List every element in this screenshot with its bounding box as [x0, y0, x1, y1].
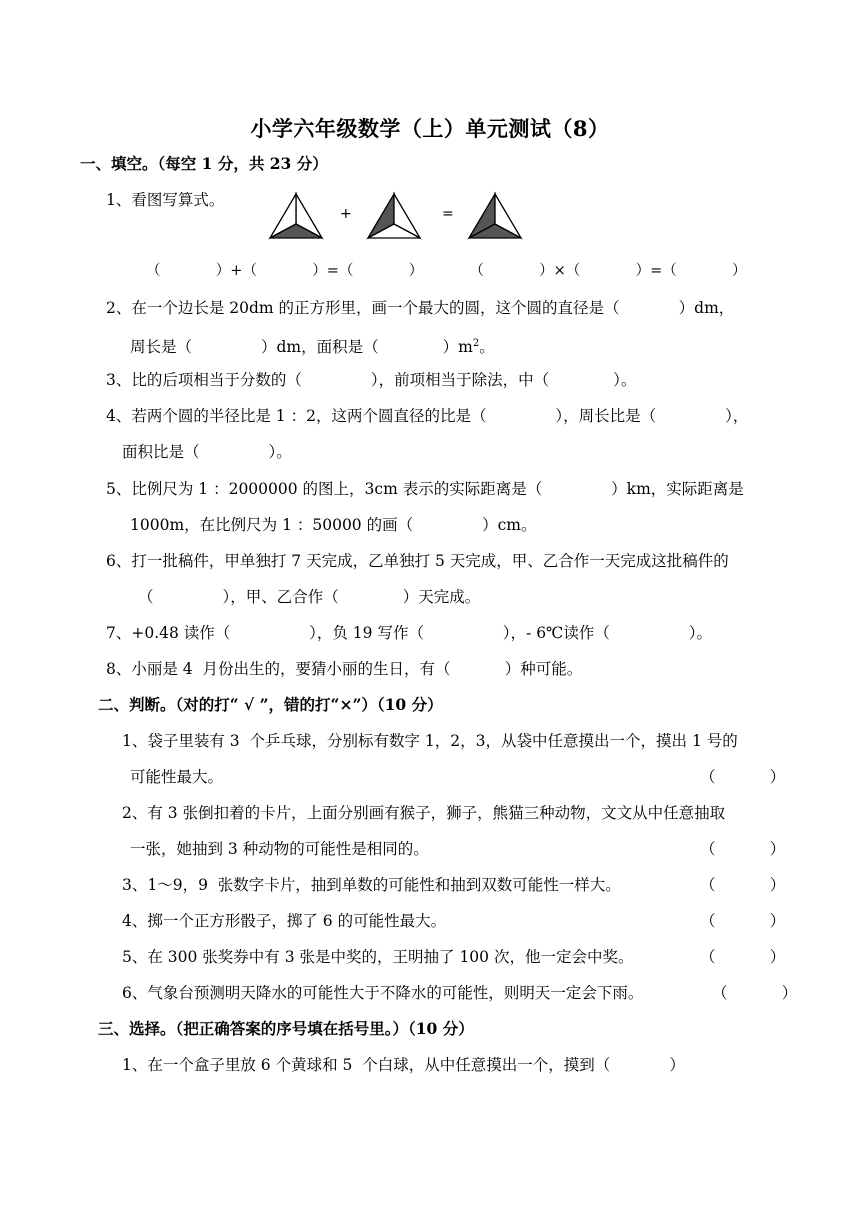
question-1-7: 7、+0.48 读作（ ），负 19 写作（ ），- 6℃读作（ ）。	[106, 624, 712, 642]
triangle-figure-1	[266, 190, 326, 242]
question-2-2-line-1: 2、有 3 张倒扣着的卡片，上面分别画有猴子，狮子，熊猫三种动物，文文从中任意抽取	[122, 804, 726, 822]
question-2-6: 6、气象台预测明天降水的可能性大于不降水的可能性，则明天一定会下雨。	[122, 984, 644, 1002]
question-2-5: 5、在 300 张奖券中有 3 张是中奖的，王明抽了 100 次，他一定会中奖。	[122, 948, 634, 966]
section-3-heading: 三、选择。（把正确答案的序号填在括号里。）（10 分）	[98, 1019, 474, 1038]
equals-sign: =	[442, 206, 454, 222]
question-1-6-line-1: 6、打一批稿件，甲单独打 7 天完成，乙单独打 5 天完成，甲、乙合作一天完成这批稿件的	[106, 552, 729, 570]
question-1-2-line-2: 周长是（ ）dm，面积是（ ）$m^2$。	[130, 338, 495, 357]
answer-parentheses: （ ）	[712, 984, 798, 1002]
question-1-5-line-1: 5、比例尺为 1 ：2000000 的图上，3cm 表示的实际距离是（ ）km，实际距离是	[106, 480, 744, 498]
question-1-2-line-1: 2、在一个边长是 20dm 的正方形里，画一个最大的圆，这个圆的直径是（ ）dm，	[106, 299, 735, 317]
triangle-figure-3	[465, 190, 525, 242]
question-2-4: 4、掷一个正方形骰子，掷了 6 的可能性最大。	[122, 912, 447, 930]
question-1-4-line-2: 面积比是（ ）。	[122, 443, 292, 461]
answer-parentheses: （ ）	[700, 912, 786, 930]
question-1-3: 3、比的后项相当于分数的（ ），前项相当于除法，中（ ）。	[106, 371, 637, 389]
question-1-4-line-1: 4、若两个圆的半径比是 1 ：2，这两个圆直径的比是（ ），周长比是（ ），	[106, 407, 749, 425]
question-1-1-answer-line: （ ）+（ ）=（ ） （ ）×（ ）=（ ）	[146, 263, 747, 279]
page-title: 小学六年级数学（上）单元测试（8）	[250, 116, 610, 141]
answer-parentheses: （ ）	[700, 876, 786, 894]
question-1-6-line-2: （ ），甲、乙合作（ ）天完成。	[138, 588, 481, 606]
question-2-1-line-1: 1、袋子里装有 3 个乒乓球，分别标有数字 1，2，3，从袋中任意摸出一个，摸出 1 号的	[122, 732, 738, 750]
section-1-heading: 一、填空。（每空 1 分，共 23 分）	[80, 154, 328, 173]
answer-parentheses: （ ）	[700, 768, 786, 786]
question-1-1-label: 1、看图写算式。	[106, 191, 225, 209]
question-3-1: 1、在一个盒子里放 6 个黄球和 5 个白球，从中任意摸出一个，摸到（ ）	[122, 1056, 685, 1074]
answer-parentheses: （ ）	[700, 840, 786, 858]
plus-sign: +	[340, 206, 352, 222]
question-2-1-line-2: 可能性最大。	[130, 768, 224, 786]
answer-parentheses: （ ）	[700, 948, 786, 966]
question-1-5-line-2: 1000m，在比例尺为 1 ：50000 的画（ ）cm。	[130, 516, 537, 534]
question-2-3: 3、1～9，9 张数字卡片，抽到单数的可能性和抽到双数可能性一样大。	[122, 876, 621, 894]
question-2-2-line-2: 一张，她抽到 3 种动物的可能性是相同的。	[130, 840, 429, 858]
question-1-8: 8、小丽是 4 月份出生的，要猜小丽的生日，有（ ）种可能。	[106, 660, 583, 678]
triangle-figure-2	[364, 190, 424, 242]
section-2-heading: 二、判断。（对的打“ √ ”，错的打“×”）（10 分）	[98, 695, 443, 714]
